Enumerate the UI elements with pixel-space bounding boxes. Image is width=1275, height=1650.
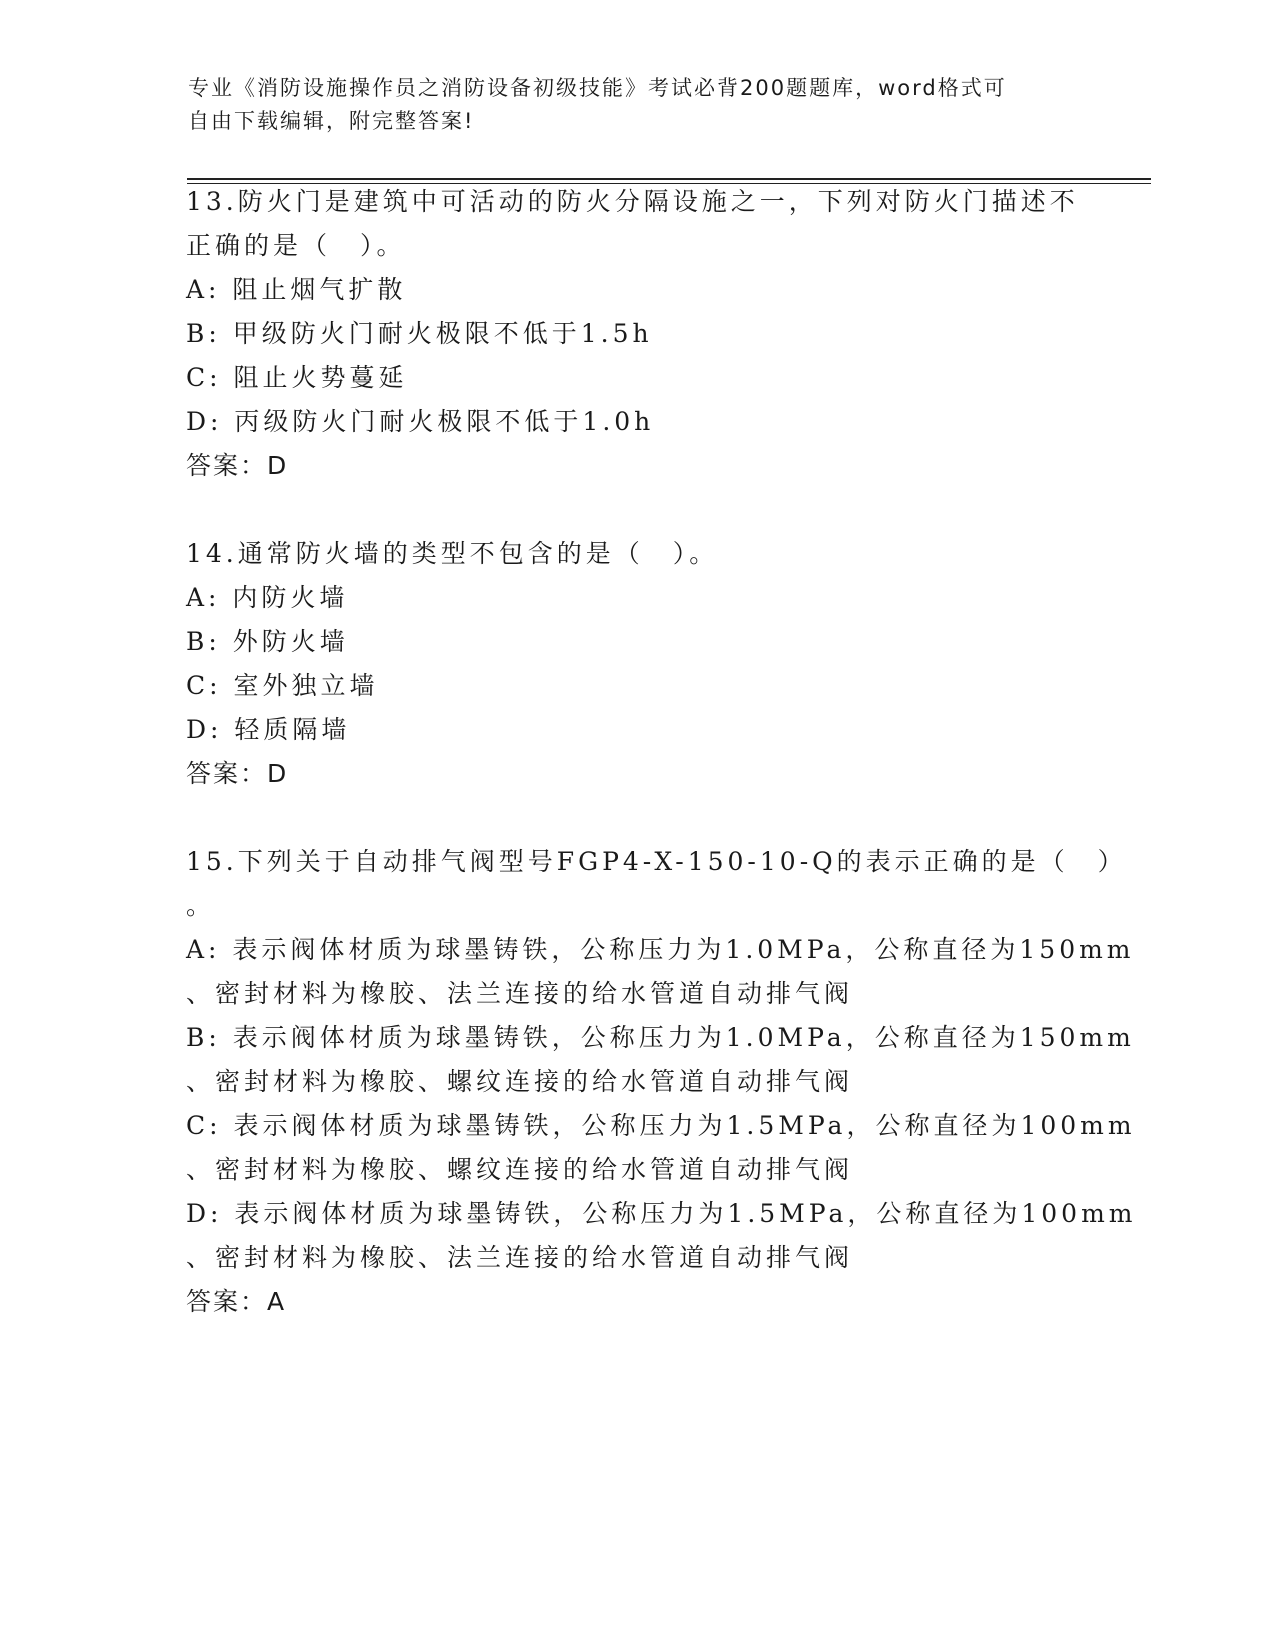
option-a-continued: 、密封材料为橡胶、法兰连接的给水管道自动排气阀 bbox=[186, 979, 854, 1008]
option-b: B: 外防火墙 bbox=[186, 627, 349, 656]
option-d: D: 轻质隔墙 bbox=[186, 715, 351, 744]
answer-label: 答案：D bbox=[186, 759, 289, 788]
question-stem: 14.通常防火墙的类型不包含的是（ ）。 bbox=[186, 539, 719, 568]
option-c: C: 阻止火势蔓延 bbox=[186, 363, 408, 392]
header-divider bbox=[187, 183, 1151, 184]
question-stem: 。 bbox=[186, 891, 216, 920]
option-d: D: 丙级防火门耐火极限不低于1.0h bbox=[186, 407, 655, 436]
option-b: B: 甲级防火门耐火极限不低于1.5h bbox=[186, 319, 653, 348]
header-line: 专业《消防设施操作员之消防设备初级技能》考试必背200题题库，word格式可 bbox=[188, 76, 1007, 100]
header-line: 自由下载编辑，附完整答案! bbox=[188, 109, 475, 133]
question-stem: 正确的是（ ）。 bbox=[186, 231, 406, 260]
answer-label: 答案：A bbox=[186, 1287, 287, 1316]
answer-label: 答案：D bbox=[186, 451, 289, 480]
question-stem: 13.防火门是建筑中可活动的防火分隔设施之一，下列对防火门描述不 bbox=[186, 187, 1079, 216]
header-divider bbox=[187, 178, 1151, 180]
option-b: B: 表示阀体材质为球墨铸铁，公称压力为1.0MPa，公称直径为150mm bbox=[186, 1023, 1135, 1052]
option-b-continued: 、密封材料为橡胶、螺纹连接的给水管道自动排气阀 bbox=[186, 1067, 854, 1096]
option-c-continued: 、密封材料为橡胶、螺纹连接的给水管道自动排气阀 bbox=[186, 1155, 854, 1184]
option-a: A: 内防火墙 bbox=[186, 583, 349, 612]
option-d: D: 表示阀体材质为球墨铸铁，公称压力为1.5MPa，公称直径为100mm bbox=[186, 1199, 1137, 1228]
question-stem: 15.下列关于自动排气阀型号FGP4-X-150-10-Q的表示正确的是（ ） bbox=[186, 847, 1127, 876]
option-d-continued: 、密封材料为橡胶、法兰连接的给水管道自动排气阀 bbox=[186, 1243, 854, 1272]
document-header bbox=[188, 72, 1088, 138]
option-c: C: 表示阀体材质为球墨铸铁，公称压力为1.5MPa，公称直径为100mm bbox=[186, 1111, 1136, 1140]
option-a: A: 阻止烟气扩散 bbox=[186, 275, 407, 304]
option-a: A: 表示阀体材质为球墨铸铁，公称压力为1.0MPa，公称直径为150mm bbox=[186, 935, 1135, 964]
option-c: C: 室外独立墙 bbox=[186, 671, 379, 700]
